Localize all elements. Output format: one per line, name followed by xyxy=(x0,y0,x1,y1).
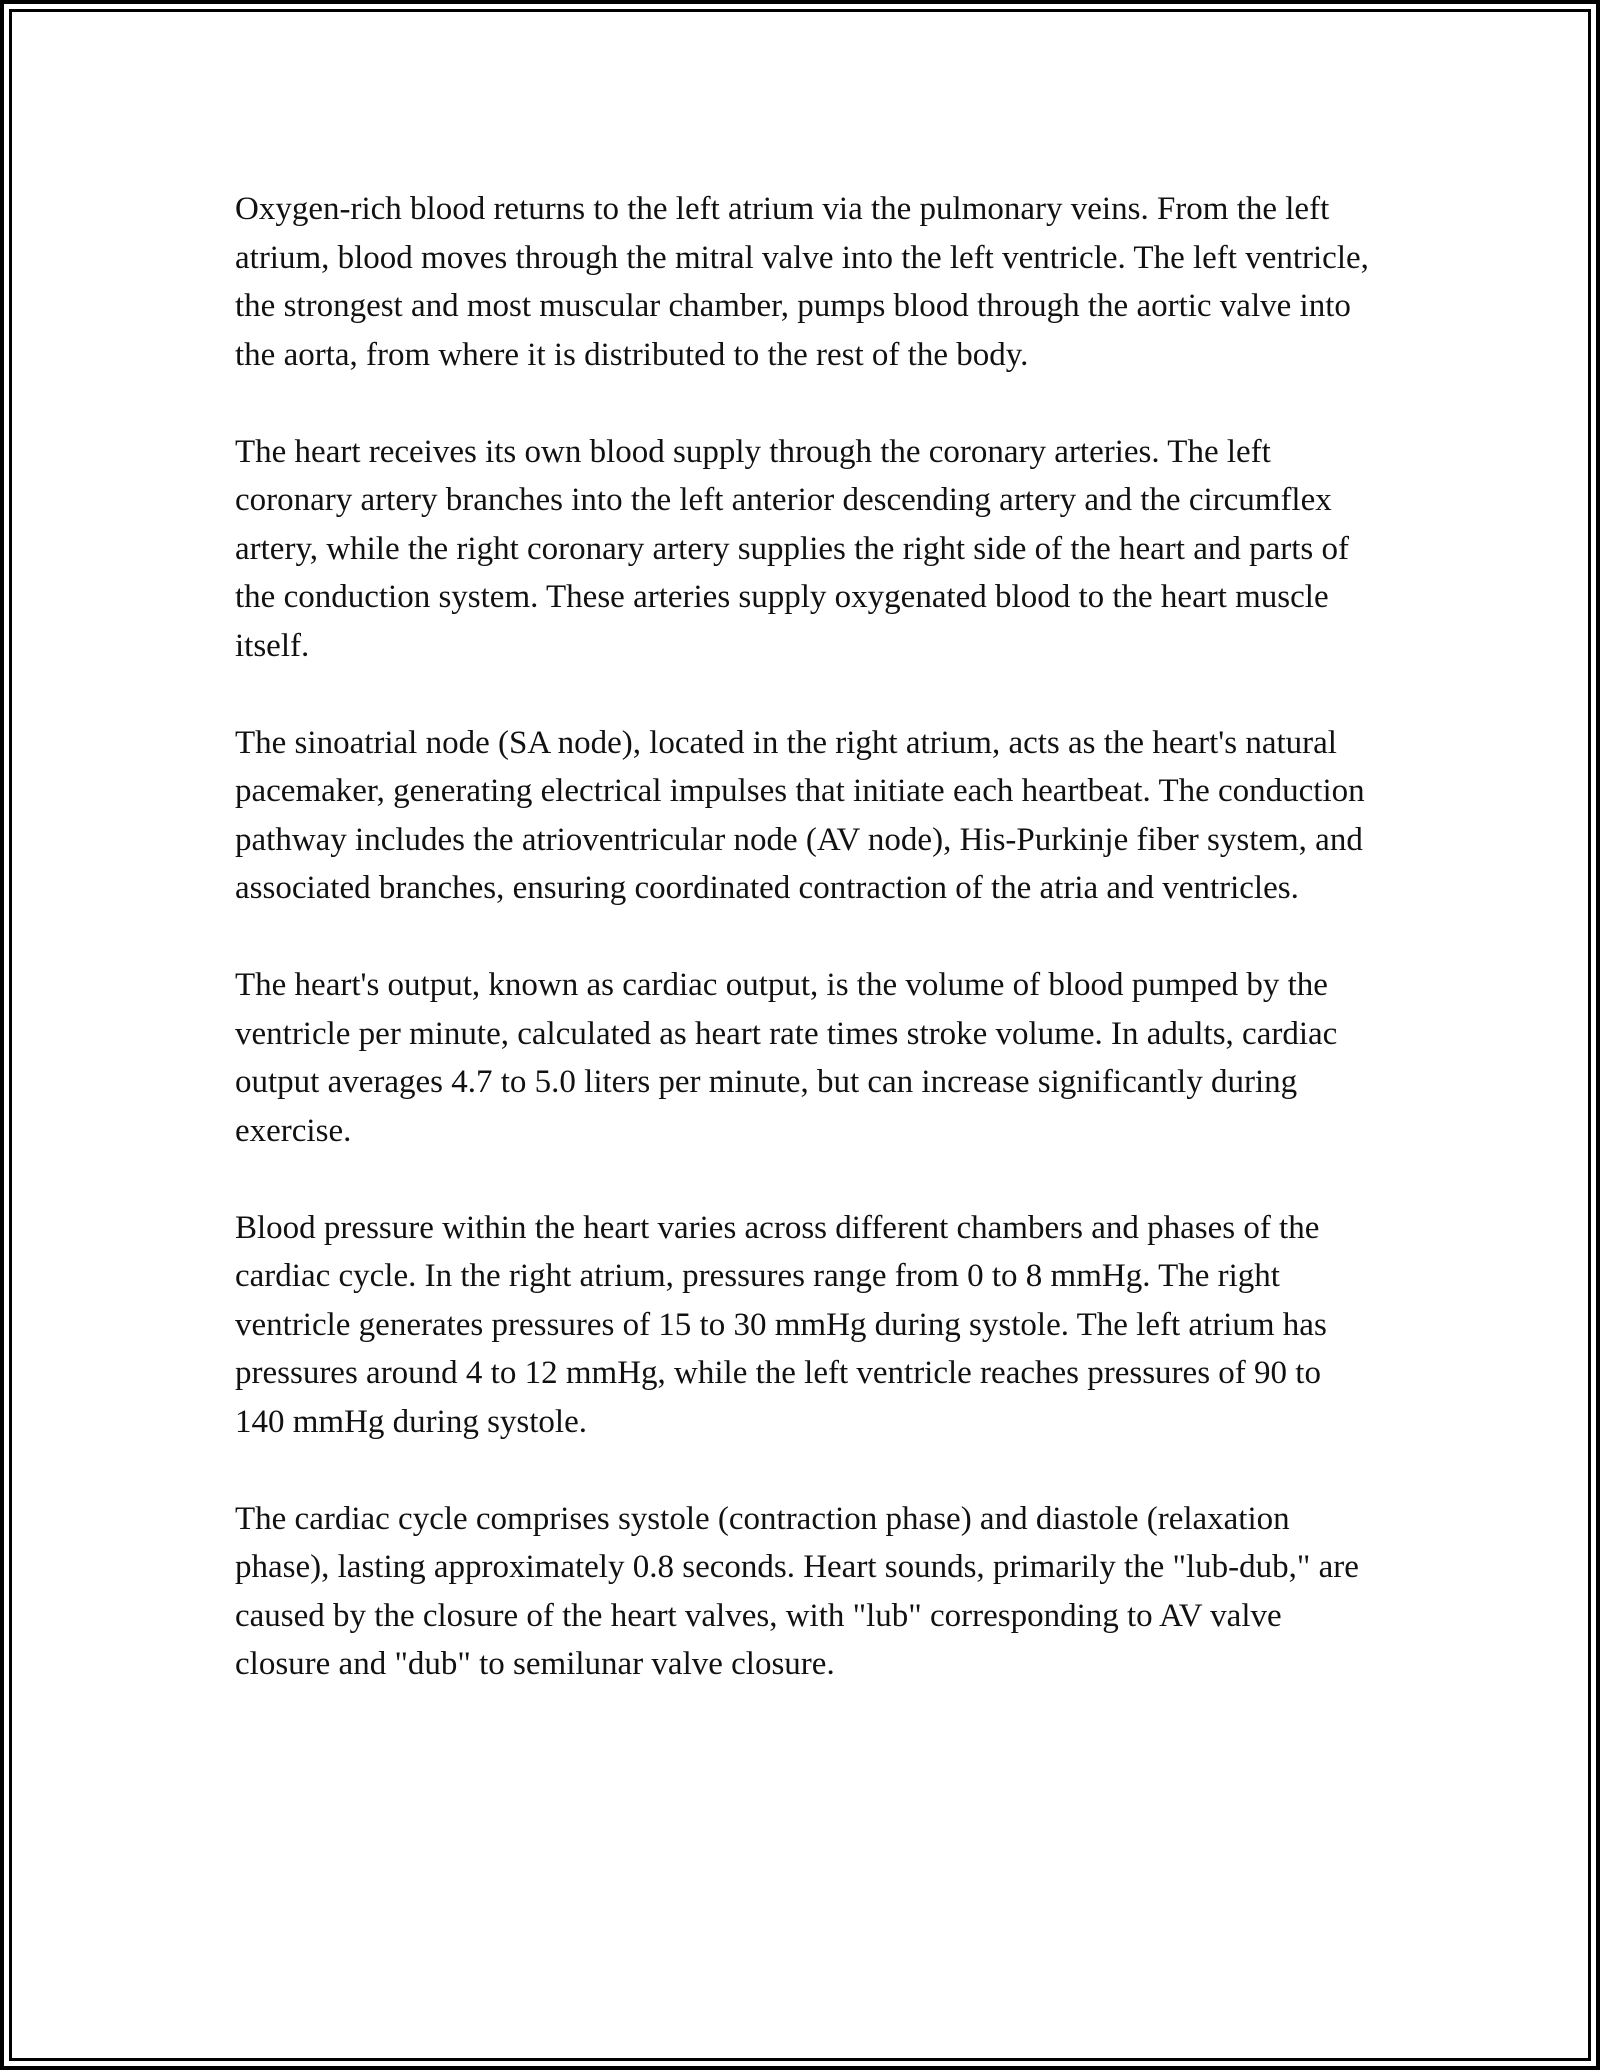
paragraph-left-heart-circulation: Oxygen-rich blood returns to the left atrium via the pulmonary veins. From the left atrium, blood moves through the mitral valve into the left ventricle. The left ventricle, the strongest and most muscular chamber, pumps blood through the aortic valve into the aorta, from where it is distributed to the rest of the body. xyxy=(235,191,1369,373)
paragraph-blood-pressure: Blood pressure within the heart varies across different chambers and phases of the cardiac cycle. In the right atrium, pressures range from 0 to 8 mmHg. The right ventricle generates pressures of 15 to 30 mmHg during systole. The left atrium has pressures around 4 to 12 mmHg, while the left ventricle reaches pressures of 90 to 140 mmHg during systole. xyxy=(235,1209,1327,1440)
paragraph-cardiac-cycle: The cardiac cycle comprises systole (contraction phase) and diastole (relaxation phase), lasting approximately 0.8 seconds. Heart sounds, primarily the "lub-dub," are caused by the closure of the heart valves, with "lub" corresponding to AV valve closure and "dub" to semilunar valve closure. xyxy=(235,1500,1359,1682)
paragraph-coronary-arteries: The heart receives its own blood supply through the coronary arteries. The left coronary artery branches into the left anterior descending artery and the circumflex artery, while the right coronary artery supplies the right side of the heart and parts of the conduction system. These arteries supply oxygenated blood to the heart muscle itself. xyxy=(235,433,1349,664)
paragraph-cardiac-output: The heart's output, known as cardiac output, is the volume of blood pumped by the ventricle per minute, calculated as heart rate times stroke volume. In adults, cardiac output averages 4.7 to 5.0 liters per minute, but can increase significantly during exercise. xyxy=(235,967,1338,1149)
document-body xyxy=(235,185,1375,1737)
paragraph-conduction-system: The sinoatrial node (SA node), located in the right atrium, acts as the heart's natural pacemaker, generating electrical impulses that initiate each heartbeat. The conduction pathway includes the atrioventricular node (AV node), His-Purkinje fiber system, and associated branches, ensuring coordinated contraction of the atria and ventricles. xyxy=(235,724,1365,906)
